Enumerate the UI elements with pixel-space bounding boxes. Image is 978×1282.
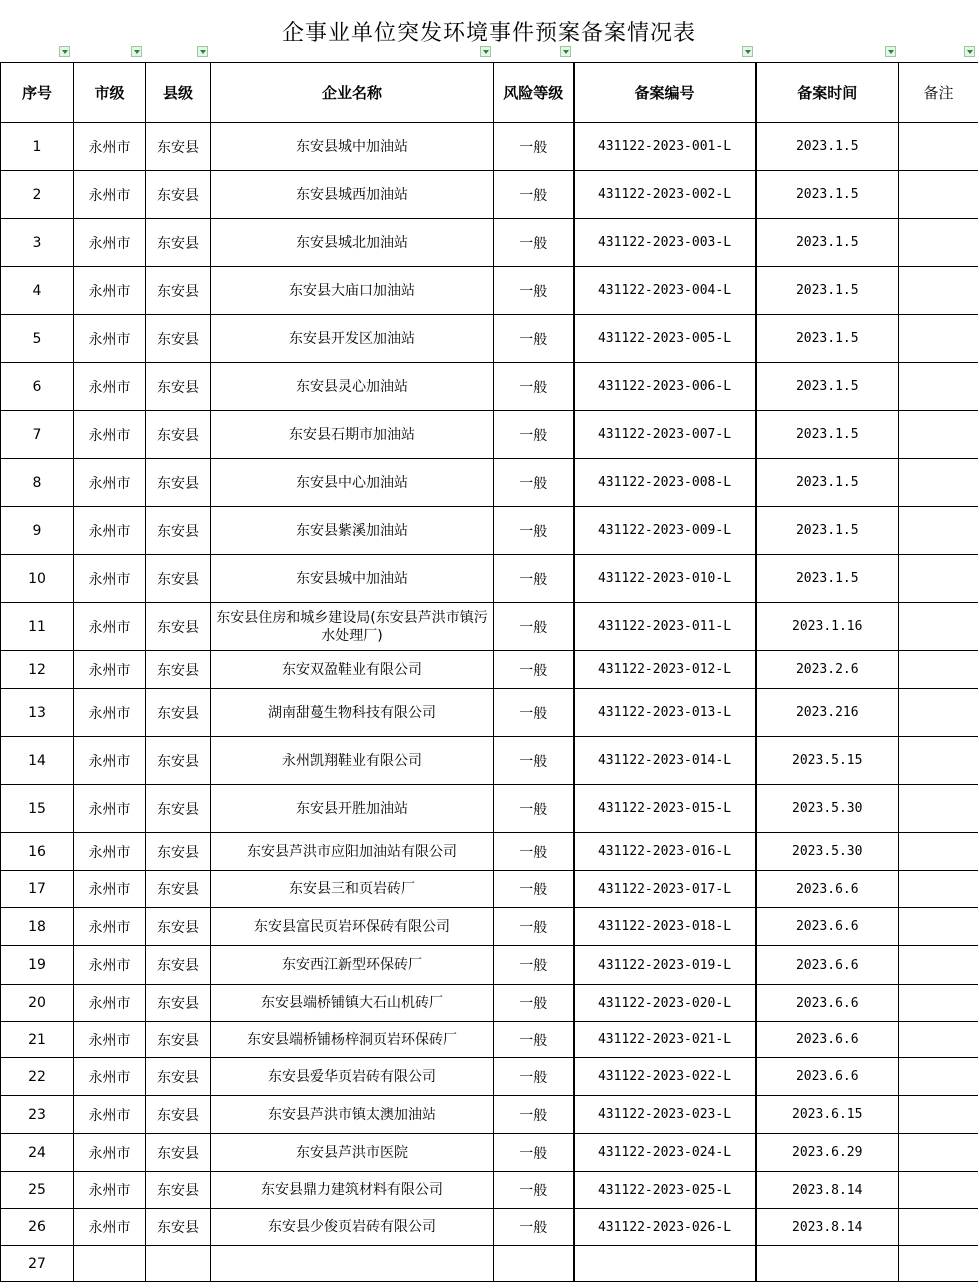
note-cell[interactable] [899, 985, 978, 1022]
risk-level-cell[interactable]: 一般 [494, 785, 574, 833]
table-row [1, 1058, 978, 1096]
company-name-cell[interactable]: 东安县端桥铺镇大石山机砖厂 [211, 985, 494, 1022]
filing-code-cell[interactable]: 431122-2023-025-L [574, 1172, 756, 1209]
note-cell[interactable] [899, 411, 978, 459]
company-name-cell[interactable]: 东安县爱华页岩砖有限公司 [211, 1058, 494, 1096]
table-row [1, 219, 978, 267]
page-title: 企事业单位突发环境事件预案备案情况表 [0, 16, 978, 47]
filter-dropdown-icon[interactable] [885, 46, 896, 57]
company-name-cell[interactable]: 东安县住房和城乡建设局(东安县芦洪市镇污水处理厂) [211, 603, 494, 651]
city-cell[interactable] [74, 1246, 146, 1282]
filter-dropdown-icon[interactable] [560, 46, 571, 57]
company-name-cell[interactable]: 东安县中心加油站 [211, 459, 494, 507]
county-cell[interactable]: 东安县 [146, 785, 211, 833]
risk-level-cell[interactable]: 一般 [494, 946, 574, 985]
risk-level-cell[interactable]: 一般 [494, 315, 574, 363]
filing-date-cell[interactable]: 2023.8.14 [756, 1209, 899, 1246]
row-number[interactable]: 13 [1, 689, 74, 737]
county-cell[interactable]: 东安县 [146, 315, 211, 363]
filing-date-cell[interactable]: 2023.6.29 [756, 1134, 899, 1172]
filing-date-cell[interactable]: 2023.1.5 [756, 507, 899, 555]
row-number[interactable]: 27 [1, 1246, 74, 1282]
table-row [1, 603, 978, 651]
note-cell[interactable] [899, 1246, 978, 1282]
county-cell[interactable]: 东安县 [146, 1172, 211, 1209]
filing-date-cell[interactable]: 2023.6.6 [756, 908, 899, 946]
risk-level-cell[interactable]: 一般 [494, 1172, 574, 1209]
filing-code-cell[interactable]: 431122-2023-002-L [574, 171, 756, 219]
filing-code-cell[interactable]: 431122-2023-022-L [574, 1058, 756, 1096]
city-cell[interactable]: 永州市 [74, 267, 146, 315]
row-number[interactable]: 20 [1, 985, 74, 1022]
county-cell[interactable]: 东安县 [146, 737, 211, 785]
city-cell[interactable]: 永州市 [74, 603, 146, 651]
city-cell[interactable]: 永州市 [74, 555, 146, 603]
filing-code-cell[interactable]: 431122-2023-006-L [574, 363, 756, 411]
table-row [1, 1246, 978, 1282]
city-cell[interactable]: 永州市 [74, 651, 146, 689]
county-cell[interactable]: 东安县 [146, 871, 211, 908]
risk-level-cell[interactable]: 一般 [494, 908, 574, 946]
company-name-cell[interactable]: 东安县城中加油站 [211, 555, 494, 603]
risk-level-cell[interactable]: 一般 [494, 123, 574, 171]
col-header-no[interactable]: 序号 [1, 63, 74, 123]
filing-date-cell[interactable]: 2023.1.5 [756, 315, 899, 363]
table-row [1, 689, 978, 737]
city-cell[interactable]: 永州市 [74, 363, 146, 411]
city-cell[interactable]: 永州市 [74, 171, 146, 219]
county-cell[interactable]: 东安县 [146, 1209, 211, 1246]
filing-code-cell[interactable]: 431122-2023-009-L [574, 507, 756, 555]
risk-level-cell[interactable]: 一般 [494, 1134, 574, 1172]
filing-date-cell[interactable] [756, 1246, 899, 1282]
county-cell[interactable]: 东安县 [146, 946, 211, 985]
note-cell[interactable] [899, 1022, 978, 1058]
city-cell[interactable]: 永州市 [74, 1134, 146, 1172]
risk-level-cell[interactable]: 一般 [494, 1058, 574, 1096]
county-cell[interactable]: 东安县 [146, 363, 211, 411]
county-cell[interactable]: 东安县 [146, 1134, 211, 1172]
company-name-cell[interactable]: 东安县城西加油站 [211, 171, 494, 219]
table-row [1, 871, 978, 908]
county-cell[interactable]: 东安县 [146, 833, 211, 871]
filing-code-cell[interactable]: 431122-2023-014-L [574, 737, 756, 785]
filing-code-cell[interactable]: 431122-2023-018-L [574, 908, 756, 946]
row-number[interactable]: 7 [1, 411, 74, 459]
risk-level-cell[interactable]: 一般 [494, 833, 574, 871]
city-cell[interactable]: 永州市 [74, 1096, 146, 1134]
note-cell[interactable] [899, 1134, 978, 1172]
company-name-cell[interactable]: 东安县端桥铺杨梓洞页岩环保砖厂 [211, 1022, 494, 1058]
row-number[interactable]: 24 [1, 1134, 74, 1172]
company-name-cell[interactable]: 东安县富民页岩环保砖有限公司 [211, 908, 494, 946]
col-header-city[interactable]: 市级 [74, 63, 146, 123]
risk-level-cell[interactable]: 一般 [494, 171, 574, 219]
note-cell[interactable] [899, 689, 978, 737]
filing-date-cell[interactable]: 2023.5.30 [756, 833, 899, 871]
county-cell[interactable]: 东安县 [146, 555, 211, 603]
row-number[interactable]: 23 [1, 1096, 74, 1134]
col-header-county[interactable]: 县级 [146, 63, 211, 123]
filing-date-cell[interactable]: 2023.1.5 [756, 219, 899, 267]
county-cell[interactable]: 东安县 [146, 603, 211, 651]
row-number[interactable]: 5 [1, 315, 74, 363]
filing-date-cell[interactable]: 2023.1.5 [756, 171, 899, 219]
city-cell[interactable]: 永州市 [74, 785, 146, 833]
city-cell[interactable]: 永州市 [74, 946, 146, 985]
row-number[interactable]: 8 [1, 459, 74, 507]
col-header-note[interactable]: 备注 [899, 63, 978, 123]
city-cell[interactable]: 永州市 [74, 1022, 146, 1058]
filing-date-cell[interactable]: 2023.1.5 [756, 123, 899, 171]
company-name-cell[interactable]: 东安县开发区加油站 [211, 315, 494, 363]
note-cell[interactable] [899, 363, 978, 411]
filing-date-cell[interactable]: 2023.1.5 [756, 459, 899, 507]
row-number[interactable]: 9 [1, 507, 74, 555]
filter-dropdown-icon[interactable] [197, 46, 208, 57]
note-cell[interactable] [899, 833, 978, 871]
note-cell[interactable] [899, 1209, 978, 1246]
filing-date-cell[interactable]: 2023.216 [756, 689, 899, 737]
note-cell[interactable] [899, 946, 978, 985]
table-row [1, 171, 978, 219]
filing-code-cell[interactable]: 431122-2023-017-L [574, 871, 756, 908]
city-cell[interactable]: 永州市 [74, 411, 146, 459]
note-cell[interactable] [899, 1172, 978, 1209]
note-cell[interactable] [899, 1096, 978, 1134]
county-cell[interactable] [146, 1246, 211, 1282]
filing-code-cell[interactable]: 431122-2023-021-L [574, 1022, 756, 1058]
city-cell[interactable]: 永州市 [74, 689, 146, 737]
risk-level-cell[interactable]: 一般 [494, 737, 574, 785]
note-cell[interactable] [899, 1058, 978, 1096]
filing-code-cell[interactable]: 431122-2023-010-L [574, 555, 756, 603]
row-number[interactable]: 12 [1, 651, 74, 689]
note-cell[interactable] [899, 737, 978, 785]
company-name-cell[interactable]: 东安县芦洪市医院 [211, 1134, 494, 1172]
risk-level-cell[interactable]: 一般 [494, 689, 574, 737]
city-cell[interactable]: 永州市 [74, 1209, 146, 1246]
table-row [1, 411, 978, 459]
county-cell[interactable]: 东安县 [146, 908, 211, 946]
row-number[interactable]: 2 [1, 171, 74, 219]
col-header-code[interactable]: 备案编号 [574, 63, 756, 123]
table-row [1, 1134, 978, 1172]
row-number[interactable]: 17 [1, 871, 74, 908]
table-row [1, 946, 978, 985]
filing-code-cell[interactable]: 431122-2023-013-L [574, 689, 756, 737]
filing-code-cell[interactable]: 431122-2023-026-L [574, 1209, 756, 1246]
company-name-cell[interactable]: 永州凯翔鞋业有限公司 [211, 737, 494, 785]
record-table [0, 62, 978, 1282]
county-cell[interactable]: 东安县 [146, 411, 211, 459]
filing-code-cell[interactable]: 431122-2023-007-L [574, 411, 756, 459]
table-row [1, 555, 978, 603]
city-cell[interactable]: 永州市 [74, 833, 146, 871]
risk-level-cell[interactable]: 一般 [494, 411, 574, 459]
company-name-cell[interactable] [211, 1246, 494, 1282]
row-number[interactable]: 21 [1, 1022, 74, 1058]
county-cell[interactable]: 东安县 [146, 123, 211, 171]
col-header-date[interactable]: 备案时间 [756, 63, 899, 123]
filing-code-cell[interactable]: 431122-2023-003-L [574, 219, 756, 267]
filing-date-cell[interactable]: 2023.1.5 [756, 555, 899, 603]
col-header-company[interactable]: 企业名称 [211, 63, 494, 123]
table-row [1, 1209, 978, 1246]
risk-level-cell[interactable]: 一般 [494, 1022, 574, 1058]
note-cell[interactable] [899, 603, 978, 651]
city-cell[interactable]: 永州市 [74, 219, 146, 267]
county-cell[interactable]: 东安县 [146, 689, 211, 737]
filing-code-cell[interactable]: 431122-2023-005-L [574, 315, 756, 363]
filter-dropdown-icon[interactable] [964, 46, 975, 57]
company-name-cell[interactable]: 东安县石期市加油站 [211, 411, 494, 459]
risk-level-cell[interactable]: 一般 [494, 651, 574, 689]
county-cell[interactable]: 东安县 [146, 1022, 211, 1058]
city-cell[interactable]: 永州市 [74, 123, 146, 171]
risk-level-cell[interactable]: 一般 [494, 363, 574, 411]
row-number[interactable]: 19 [1, 946, 74, 985]
risk-level-cell[interactable]: 一般 [494, 555, 574, 603]
county-cell[interactable]: 东安县 [146, 651, 211, 689]
filing-date-cell[interactable]: 2023.5.30 [756, 785, 899, 833]
company-name-cell[interactable]: 东安县鼎力建筑材料有限公司 [211, 1172, 494, 1209]
table-row [1, 507, 978, 555]
company-name-cell[interactable]: 东安县紫溪加油站 [211, 507, 494, 555]
filing-code-cell[interactable]: 431122-2023-008-L [574, 459, 756, 507]
filing-code-cell[interactable] [574, 1246, 756, 1282]
table-row [1, 1022, 978, 1058]
row-number[interactable]: 15 [1, 785, 74, 833]
filing-code-cell[interactable]: 431122-2023-004-L [574, 267, 756, 315]
filing-code-cell[interactable]: 431122-2023-001-L [574, 123, 756, 171]
filing-date-cell[interactable]: 2023.6.6 [756, 946, 899, 985]
note-cell[interactable] [899, 171, 978, 219]
county-cell[interactable]: 东安县 [146, 459, 211, 507]
risk-level-cell[interactable]: 一般 [494, 871, 574, 908]
company-name-cell[interactable]: 东安县城北加油站 [211, 219, 494, 267]
note-cell[interactable] [899, 785, 978, 833]
row-number[interactable]: 10 [1, 555, 74, 603]
city-cell[interactable]: 永州市 [74, 908, 146, 946]
table-row [1, 315, 978, 363]
company-name-cell[interactable]: 东安双盈鞋业有限公司 [211, 651, 494, 689]
table-row [1, 785, 978, 833]
filing-code-cell[interactable]: 431122-2023-015-L [574, 785, 756, 833]
city-cell[interactable]: 永州市 [74, 985, 146, 1022]
county-cell[interactable]: 东安县 [146, 267, 211, 315]
city-cell[interactable]: 永州市 [74, 459, 146, 507]
filing-date-cell[interactable]: 2023.6.15 [756, 1096, 899, 1134]
county-cell[interactable]: 东安县 [146, 1096, 211, 1134]
filing-code-cell[interactable]: 431122-2023-019-L [574, 946, 756, 985]
risk-level-cell[interactable]: 一般 [494, 459, 574, 507]
filing-code-cell[interactable]: 431122-2023-016-L [574, 833, 756, 871]
row-number[interactable]: 4 [1, 267, 74, 315]
row-number[interactable]: 25 [1, 1172, 74, 1209]
company-name-cell[interactable]: 东安西江新型环保砖厂 [211, 946, 494, 985]
table-row [1, 737, 978, 785]
filing-date-cell[interactable]: 2023.6.6 [756, 985, 899, 1022]
filing-date-cell[interactable]: 2023.1.16 [756, 603, 899, 651]
note-cell[interactable] [899, 267, 978, 315]
filing-date-cell[interactable]: 2023.6.6 [756, 1058, 899, 1096]
risk-level-cell[interactable]: 一般 [494, 219, 574, 267]
city-cell[interactable]: 永州市 [74, 737, 146, 785]
company-name-cell[interactable]: 湖南甜蔓生物科技有限公司 [211, 689, 494, 737]
note-cell[interactable] [899, 871, 978, 908]
filing-date-cell[interactable]: 2023.1.5 [756, 267, 899, 315]
note-cell[interactable] [899, 459, 978, 507]
filing-date-cell[interactable]: 2023.6.6 [756, 1022, 899, 1058]
county-cell[interactable]: 东安县 [146, 219, 211, 267]
filing-code-cell[interactable]: 431122-2023-024-L [574, 1134, 756, 1172]
filing-date-cell[interactable]: 2023.5.15 [756, 737, 899, 785]
table-row [1, 1096, 978, 1134]
filing-date-cell[interactable]: 2023.1.5 [756, 363, 899, 411]
risk-level-cell[interactable]: 一般 [494, 603, 574, 651]
filing-date-cell[interactable]: 2023.6.6 [756, 871, 899, 908]
filing-date-cell[interactable]: 2023.2.6 [756, 651, 899, 689]
company-name-cell[interactable]: 东安县灵心加油站 [211, 363, 494, 411]
header-row [1, 63, 978, 123]
risk-level-cell[interactable]: 一般 [494, 507, 574, 555]
table-row [1, 1172, 978, 1209]
note-cell[interactable] [899, 219, 978, 267]
row-number[interactable]: 11 [1, 603, 74, 651]
company-name-cell[interactable]: 东安县芦洪市镇太澳加油站 [211, 1096, 494, 1134]
title-row [0, 0, 978, 62]
row-number[interactable]: 18 [1, 908, 74, 946]
city-cell[interactable]: 永州市 [74, 1172, 146, 1209]
row-number[interactable]: 26 [1, 1209, 74, 1246]
risk-level-cell[interactable]: 一般 [494, 1209, 574, 1246]
filing-date-cell[interactable]: 2023.8.14 [756, 1172, 899, 1209]
note-cell[interactable] [899, 123, 978, 171]
note-cell[interactable] [899, 555, 978, 603]
filing-code-cell[interactable]: 431122-2023-011-L [574, 603, 756, 651]
county-cell[interactable]: 东安县 [146, 985, 211, 1022]
filing-code-cell[interactable]: 431122-2023-020-L [574, 985, 756, 1022]
table-row [1, 459, 978, 507]
table-row [1, 123, 978, 171]
risk-level-cell[interactable]: 一般 [494, 267, 574, 315]
company-name-cell[interactable]: 东安县开胜加油站 [211, 785, 494, 833]
table-row [1, 985, 978, 1022]
table-row [1, 833, 978, 871]
filter-dropdown-icon[interactable] [742, 46, 753, 57]
company-name-cell[interactable]: 东安县少俊页岩砖有限公司 [211, 1209, 494, 1246]
risk-level-cell[interactable]: 一般 [494, 985, 574, 1022]
county-cell[interactable]: 东安县 [146, 171, 211, 219]
city-cell[interactable]: 永州市 [74, 1058, 146, 1096]
company-name-cell[interactable]: 东安县大庙口加油站 [211, 267, 494, 315]
table-row [1, 267, 978, 315]
filing-date-cell[interactable]: 2023.1.5 [756, 411, 899, 459]
row-number[interactable]: 1 [1, 123, 74, 171]
filter-dropdown-icon[interactable] [480, 46, 491, 57]
filter-dropdown-icon[interactable] [59, 46, 70, 57]
city-cell[interactable]: 永州市 [74, 315, 146, 363]
table-row [1, 908, 978, 946]
company-name-cell[interactable]: 东安县城中加油站 [211, 123, 494, 171]
table-row [1, 651, 978, 689]
risk-level-cell[interactable]: 一般 [494, 1096, 574, 1134]
note-cell[interactable] [899, 651, 978, 689]
row-number[interactable]: 22 [1, 1058, 74, 1096]
county-cell[interactable]: 东安县 [146, 507, 211, 555]
filter-dropdown-icon[interactable] [131, 46, 142, 57]
note-cell[interactable] [899, 507, 978, 555]
county-cell[interactable]: 东安县 [146, 1058, 211, 1096]
filing-code-cell[interactable]: 431122-2023-012-L [574, 651, 756, 689]
row-number[interactable]: 3 [1, 219, 74, 267]
row-number[interactable]: 16 [1, 833, 74, 871]
risk-level-cell[interactable] [494, 1246, 574, 1282]
note-cell[interactable] [899, 315, 978, 363]
city-cell[interactable]: 永州市 [74, 871, 146, 908]
row-number[interactable]: 6 [1, 363, 74, 411]
company-name-cell[interactable]: 东安县芦洪市应阳加油站有限公司 [211, 833, 494, 871]
filing-code-cell[interactable]: 431122-2023-023-L [574, 1096, 756, 1134]
city-cell[interactable]: 永州市 [74, 507, 146, 555]
table-row [1, 363, 978, 411]
row-number[interactable]: 14 [1, 737, 74, 785]
col-header-risk[interactable]: 风险等级 [494, 63, 574, 123]
company-name-cell[interactable]: 东安县三和页岩砖厂 [211, 871, 494, 908]
note-cell[interactable] [899, 908, 978, 946]
